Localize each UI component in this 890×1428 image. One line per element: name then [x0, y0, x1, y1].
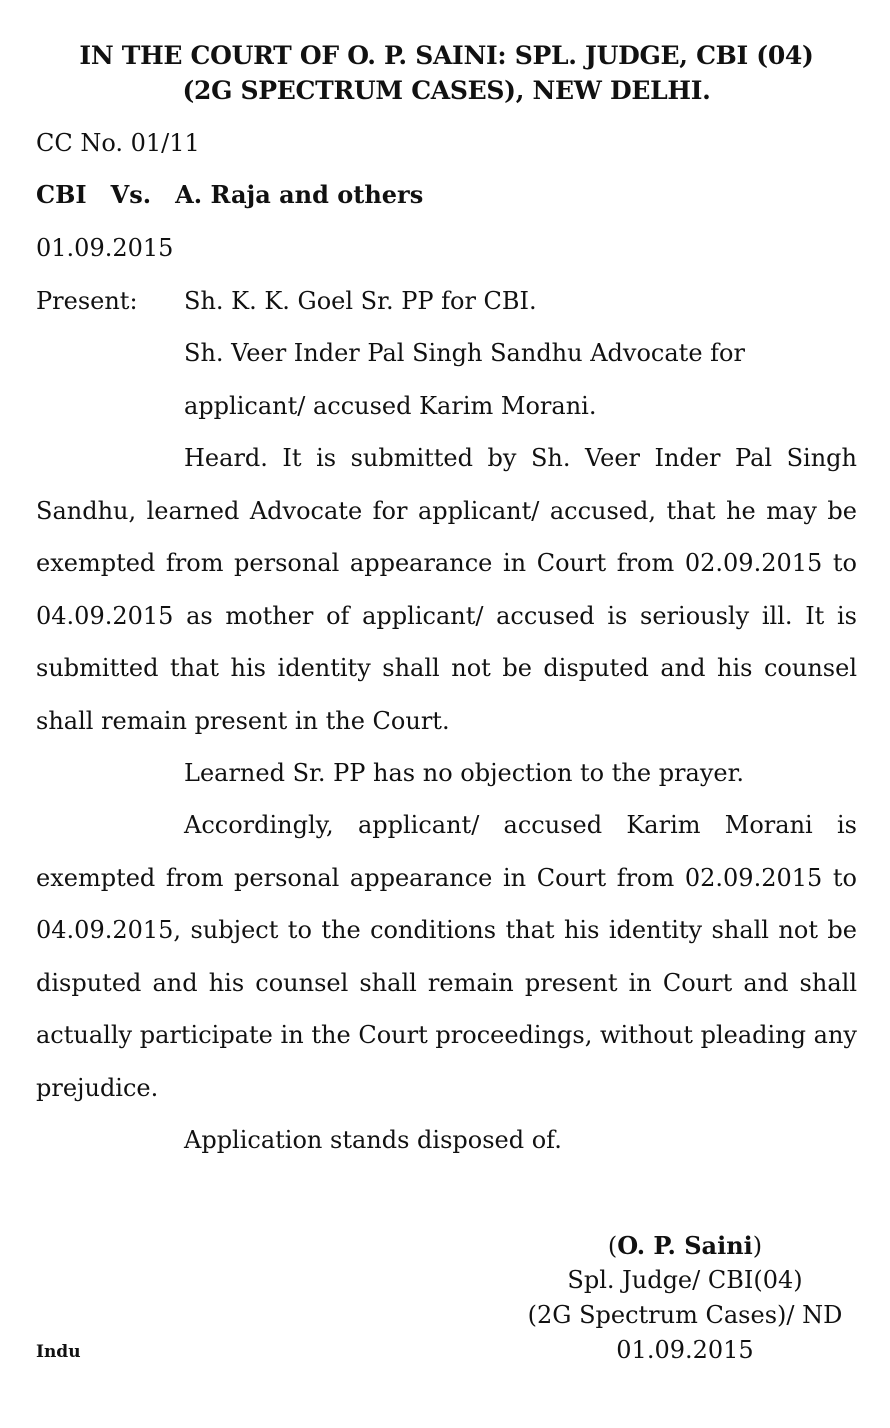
signature-name [510, 1228, 860, 1264]
signature-close-paren: ) [752, 1232, 763, 1260]
case-number: CC No. 01/11 [36, 129, 200, 157]
present-line-2: Sh. Veer Inder Pal Singh Sandhu Advocate for [184, 339, 745, 367]
case-title [36, 180, 423, 210]
court-header-line-1: IN THE COURT OF O. P. SAINI: SPL. JUDGE, CBI (04) [79, 41, 814, 70]
body-paragraph-4: Application stands disposed of. [184, 1126, 562, 1154]
signature-court: (2G Spectrum Cases)/ ND [527, 1301, 843, 1329]
signature-date: 01.09.2015 [616, 1336, 754, 1364]
case-title-party-2: A. Raja and others [175, 180, 424, 209]
typist-initials: Indu [36, 1342, 81, 1362]
order-date: 01.09.2015 [36, 234, 174, 262]
present-line-1: Sh. K. K. Goel Sr. PP for CBI. [184, 287, 537, 315]
signature-designation: Spl. Judge/ CBI(04) [567, 1266, 803, 1294]
judge-name: O. P. Saini [617, 1231, 753, 1260]
present-label: Present: [36, 287, 138, 315]
present-line-3: applicant/ accused Karim Morani. [184, 392, 597, 420]
case-title-versus: Vs. [110, 180, 152, 209]
court-header [36, 38, 857, 108]
body-paragraph-1: Heard. It is submitted by Sh. Veer Inder Pal Singh Sandhu, learned Advocate for applicant/ accused, that he may be exempted from personal appearance in Court from 02.09.2015 to 04.09.2015 as mother of applicant/ accused is seriously ill. It is submitted that his identity shall not be disputed and his counsel shall remain present in the Court. [36, 444, 857, 735]
court-header-line-2: (2G SPECTRUM CASES), NEW DELHI. [182, 76, 711, 105]
signature-open-paren: ( [607, 1232, 618, 1260]
body-paragraph-2: Learned Sr. PP has no objection to the prayer. [184, 759, 745, 787]
body-paragraph-3: Accordingly, applicant/ accused Karim Morani is exempted from personal appearance in Court from 02.09.2015 to 04.09.2015, subject to the conditions that his identity shall not be disputed and his counsel shall remain present in Court and shall actually participate in the Court proceedings, without pleading any prejudice. [36, 811, 857, 1102]
case-title-party-1: CBI [36, 180, 87, 209]
